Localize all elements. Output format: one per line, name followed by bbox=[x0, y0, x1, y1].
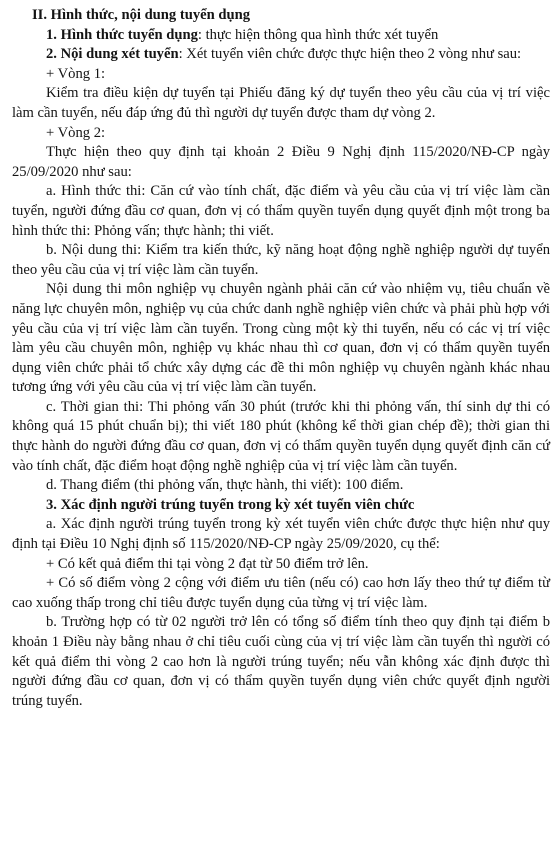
item2-paragraph bbox=[12, 45, 550, 65]
section-title: II. Hình thức, nội dung tuyển dụng bbox=[32, 7, 251, 23]
round2-text: Thực hiện theo quy định tại khoản 2 Điều 9 Nghị định 115/2020/NĐ-CP ngày 25/09/2020 như sau: bbox=[12, 144, 550, 180]
item2-point-b: b. Nội dung thi: Kiểm tra kiến thức, kỹ năng hoạt động nghề nghiệp người dự tuyển theo yêu cầu của vị trí việc làm cần tuyển. bbox=[12, 242, 550, 278]
round1-text: Kiểm tra điều kiện dự tuyển tại Phiếu đăng ký dự tuyển theo yêu cầu của vị trí việc làm cần tuyển, nếu đáp ứng đủ thì người dự tuyển được tham dự vòng 2. bbox=[12, 85, 550, 121]
item2-text: : Xét tuyển viên chức được thực hiện theo 2 vòng như sau: bbox=[178, 46, 522, 63]
item3-point-a2: + Có số điểm vòng 2 cộng với điểm ưu tiên (nếu có) cao hơn lấy theo thứ tự điểm từ cao xuống thấp trong chỉ tiêu được tuyển dụng của từng vị trí việc làm. bbox=[12, 575, 550, 611]
item1-heading: 1. Hình thức tuyển dụng bbox=[46, 26, 198, 43]
item3-point-a1: + Có kết quả điểm thi tại vòng 2 đạt từ 50 điểm trở lên. bbox=[46, 555, 369, 572]
item3-point-b: b. Trường hợp có từ 02 người trở lên có tổng số điểm tính theo quy định tại điểm b khoản 1 Điều này bằng nhau ở chỉ tiêu cuối cùng của vị trí việc làm cần tuyển thì người có kết quả điểm thi vòng 2 cao hơn là người trúng tuyển; nếu vẫn không xác định được thì người đứng đầu cơ quan, đơn vị có thẩm quyền tuyển dụng viên chức quyết định người trúng tuyển. bbox=[12, 614, 550, 709]
item3-point-a: a. Xác định người trúng tuyển trong kỳ xét tuyển viên chức được thực hiện như quy định tại Điều 10 Nghị định số 115/2020/NĐ-CP ngày 25/09/2020, cụ thể: bbox=[12, 516, 550, 553]
item1-text: : thực hiện thông qua hình thức xét tuyển bbox=[197, 26, 439, 43]
item1-paragraph bbox=[12, 26, 550, 46]
item3-heading: 3. Xác định người trúng tuyển trong kỳ xét tuyển viên chức bbox=[46, 496, 415, 513]
item2-point-b-detail: Nội dung thi môn nghiệp vụ chuyên ngành phải căn cứ vào nhiệm vụ, tiêu chuẩn về năng lực chuyên môn, nghiệp vụ của chức danh nghề nghiệp viên chức và phải phù hợp với yêu cầu của vị trí việc làm cần tuyển. Trong cùng một kỳ thi tuyển, nếu có các vị trí việc làm yêu cầu chuyên môn, nghiệp vụ khác nhau thì cơ quan, đơn vị có thẩm quyền tuyển dụng viên chức phải tổ chức xây dựng các đề thi môn nghiệp vụ chuyên ngành khác nhau tương ứng với yêu cầu của vị trí việc làm cần tuyển. bbox=[12, 281, 550, 396]
item2-point-a: a. Hình thức thi: Căn cứ vào tính chất, đặc điểm và yêu cầu của vị trí việc làm cần tuyển, người đứng đầu cơ quan, đơn vị có thẩm quyền tuyển dụng quyết định một trong ba hình thức thi: Phỏng vấn; thực hành; thi viết. bbox=[12, 183, 550, 239]
item2-point-c: c. Thời gian thi: Thi phỏng vấn 30 phút (trước khi thi phỏng vấn, thí sinh dự thi có không quá 15 phút chuẩn bị); thi viết 180 phút (không kể thời gian chép đề); thời gian thi thực hành do người đứng đầu cơ quan, đơn vị có thẩm quyền tuyển dụng quyết định căn cứ vào tính chất, đặc điểm hoạt động nghề nghiệp của vị trí việc làm cần tuyển. bbox=[12, 398, 550, 474]
item2-heading: 2. Nội dung xét tuyển bbox=[46, 46, 179, 63]
round2-label: + Vòng 2: bbox=[46, 124, 106, 141]
round1-label: + Vòng 1: bbox=[46, 65, 106, 82]
item2-point-d: d. Thang điểm (thi phỏng vấn, thực hành, thi viết): 100 điểm. bbox=[46, 477, 404, 494]
